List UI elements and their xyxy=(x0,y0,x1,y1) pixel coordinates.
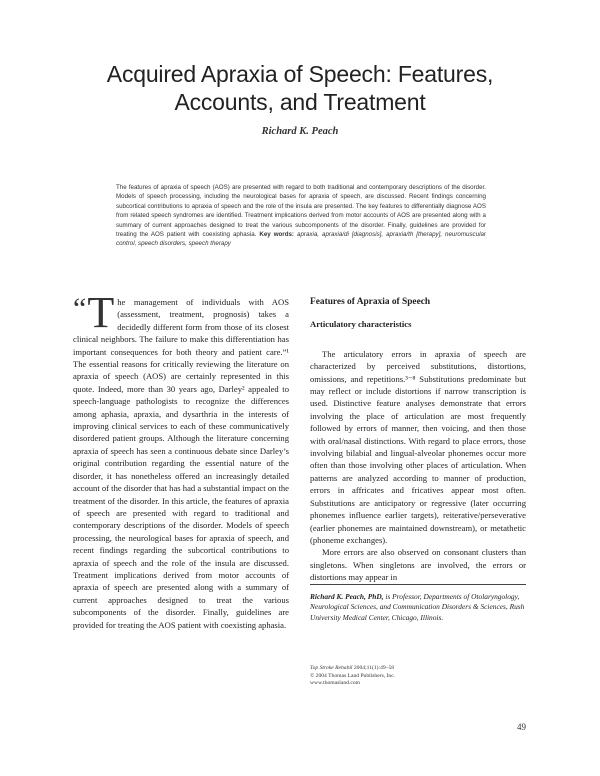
abstract xyxy=(116,183,486,249)
journal-citation xyxy=(310,665,526,688)
page-number: 49 xyxy=(517,722,526,732)
dropcap-quote-mark: “ xyxy=(73,292,87,325)
publisher-website: www.thomasland.com xyxy=(310,680,360,687)
dropcap-letter: T xyxy=(87,288,115,337)
affiliation-text: is Professor, Departments of Otolaryngology, Neurological Sciences, and Communication Disorders & Sciences, Rush University Medical Center, Chicago, Illinois. xyxy=(310,592,525,622)
article-title xyxy=(60,60,540,116)
left-column xyxy=(73,288,289,631)
title-line-2: Accounts, and Treatment xyxy=(174,89,426,115)
subsection-heading: Articulatory characteristics xyxy=(310,319,412,330)
keywords-list: apraxia, apraxia/di [diagnosis], apraxia/th [therapy], neuromuscular control, speech disorders, speech therapy xyxy=(116,231,486,248)
abstract-text: The features of apraxia of speech (AOS) are presented with regard to both traditional and contemporary descriptions of the disorder. Models of speech processing, including the neurological bases for apraxia of speech, are discussed. Recent findings concerning subcortical contributions to apraxia of speech and the role of the insula are presented. The key features to differentially diagnose AOS from related speech syndromes are identified. Treatment implications derived from motor accounts of AOS are presented along with a summary of current approaches designed to treat the various subcomponents of the disorder. Finally, guidelines are provided for treating the AOS patient with coexisting aphasia. xyxy=(116,184,486,239)
right-column xyxy=(310,296,526,584)
intro-text: he management of individuals with AOS (assessment, treatment, prognosis) takes a decidedly different form from those of its closest clinical neighbors. The failure to make this differentiation has important consequences for both theory and patient care.”¹ The essential reasons for critically reviewing the literature on apraxia of speech (AOS) are certainly represented in this quote. Indeed, more than 30 years ago, Darley² appealed to speech-language pathologists to recognize the differences among aphasia, apraxia, and dysarthria in the interests of improving clinical services to each of these communicatively disordered patient groups. Although the literature concerning apraxia of speech has seen a continuous debate since Darley’s original contribution regarding the essential nature of the disorder, it has nonetheless offered an increasingly detailed account of the disorder that has had a substantial impact on the treatment of the disorder. In this article, the features of apraxia of speech are presented with regard to traditional and contemporary descriptions of the disorder. Models of speech processing, the neurological bases for apraxia of speech, and recent findings regarding the subcortical contributions to apraxia of speech and the role of the insula are discussed. Treatment implications derived from motor accounts of apraxia of speech are presented along with a summary of current approaches designed to treat the various subcomponents of the disorder. Finally, guidelines are provided for treating the AOS patient with coexisting aphasia. xyxy=(73,297,289,630)
title-line-1: Acquired Apraxia of Speech: Features, xyxy=(106,61,494,87)
copyright-line: © 2004 Thomas Land Publishers, Inc. xyxy=(310,672,396,679)
keywords-label: Key words: xyxy=(259,231,294,239)
intro-paragraph xyxy=(73,288,289,631)
journal-issue: 2004;11(1):49–58 xyxy=(353,665,395,671)
body-paragraph-2: More errors are also observed on consonant clusters than singletons. When singletons are involved, the errors or distortions may appear in xyxy=(310,547,526,583)
affiliation-name: Richard K. Peach, PhD, xyxy=(310,592,384,601)
citation-line xyxy=(310,665,526,673)
body-paragraph-1: The articulatory errors in apraxia of speech are characterized by perceived substitutions, distortions, omissions, and repetitions.³⁻⁸ Substitutions predominate but may reflect or include distortions if narrow transcription is used. Distinctive feature analyses demonstrate that errors involving the place of articulation are most frequently followed by errors of manner, then voicing, and then those with oral/nasal distinctions. With regard to place errors, those involving bilabial and lingual-alveolar phonemes occur more often than those involving other places of articulation. When patterns are analyzed according to manner of production, errors in affricates and fricatives appear most often. Substitutions are anticipatory or regressive (later occurring phonemes influence earlier targets), reiterative/perseverative (earlier phonemes are maintained downstream), or metathetic (phoneme exchanges). xyxy=(310,348,526,545)
journal-title: Top Stroke Rehabil xyxy=(310,665,353,671)
author-affiliation xyxy=(310,592,526,623)
footnote-divider xyxy=(310,584,526,585)
section-heading: Features of Apraxia of Speech xyxy=(310,297,431,307)
author-name: Richard K. Peach xyxy=(261,126,339,137)
